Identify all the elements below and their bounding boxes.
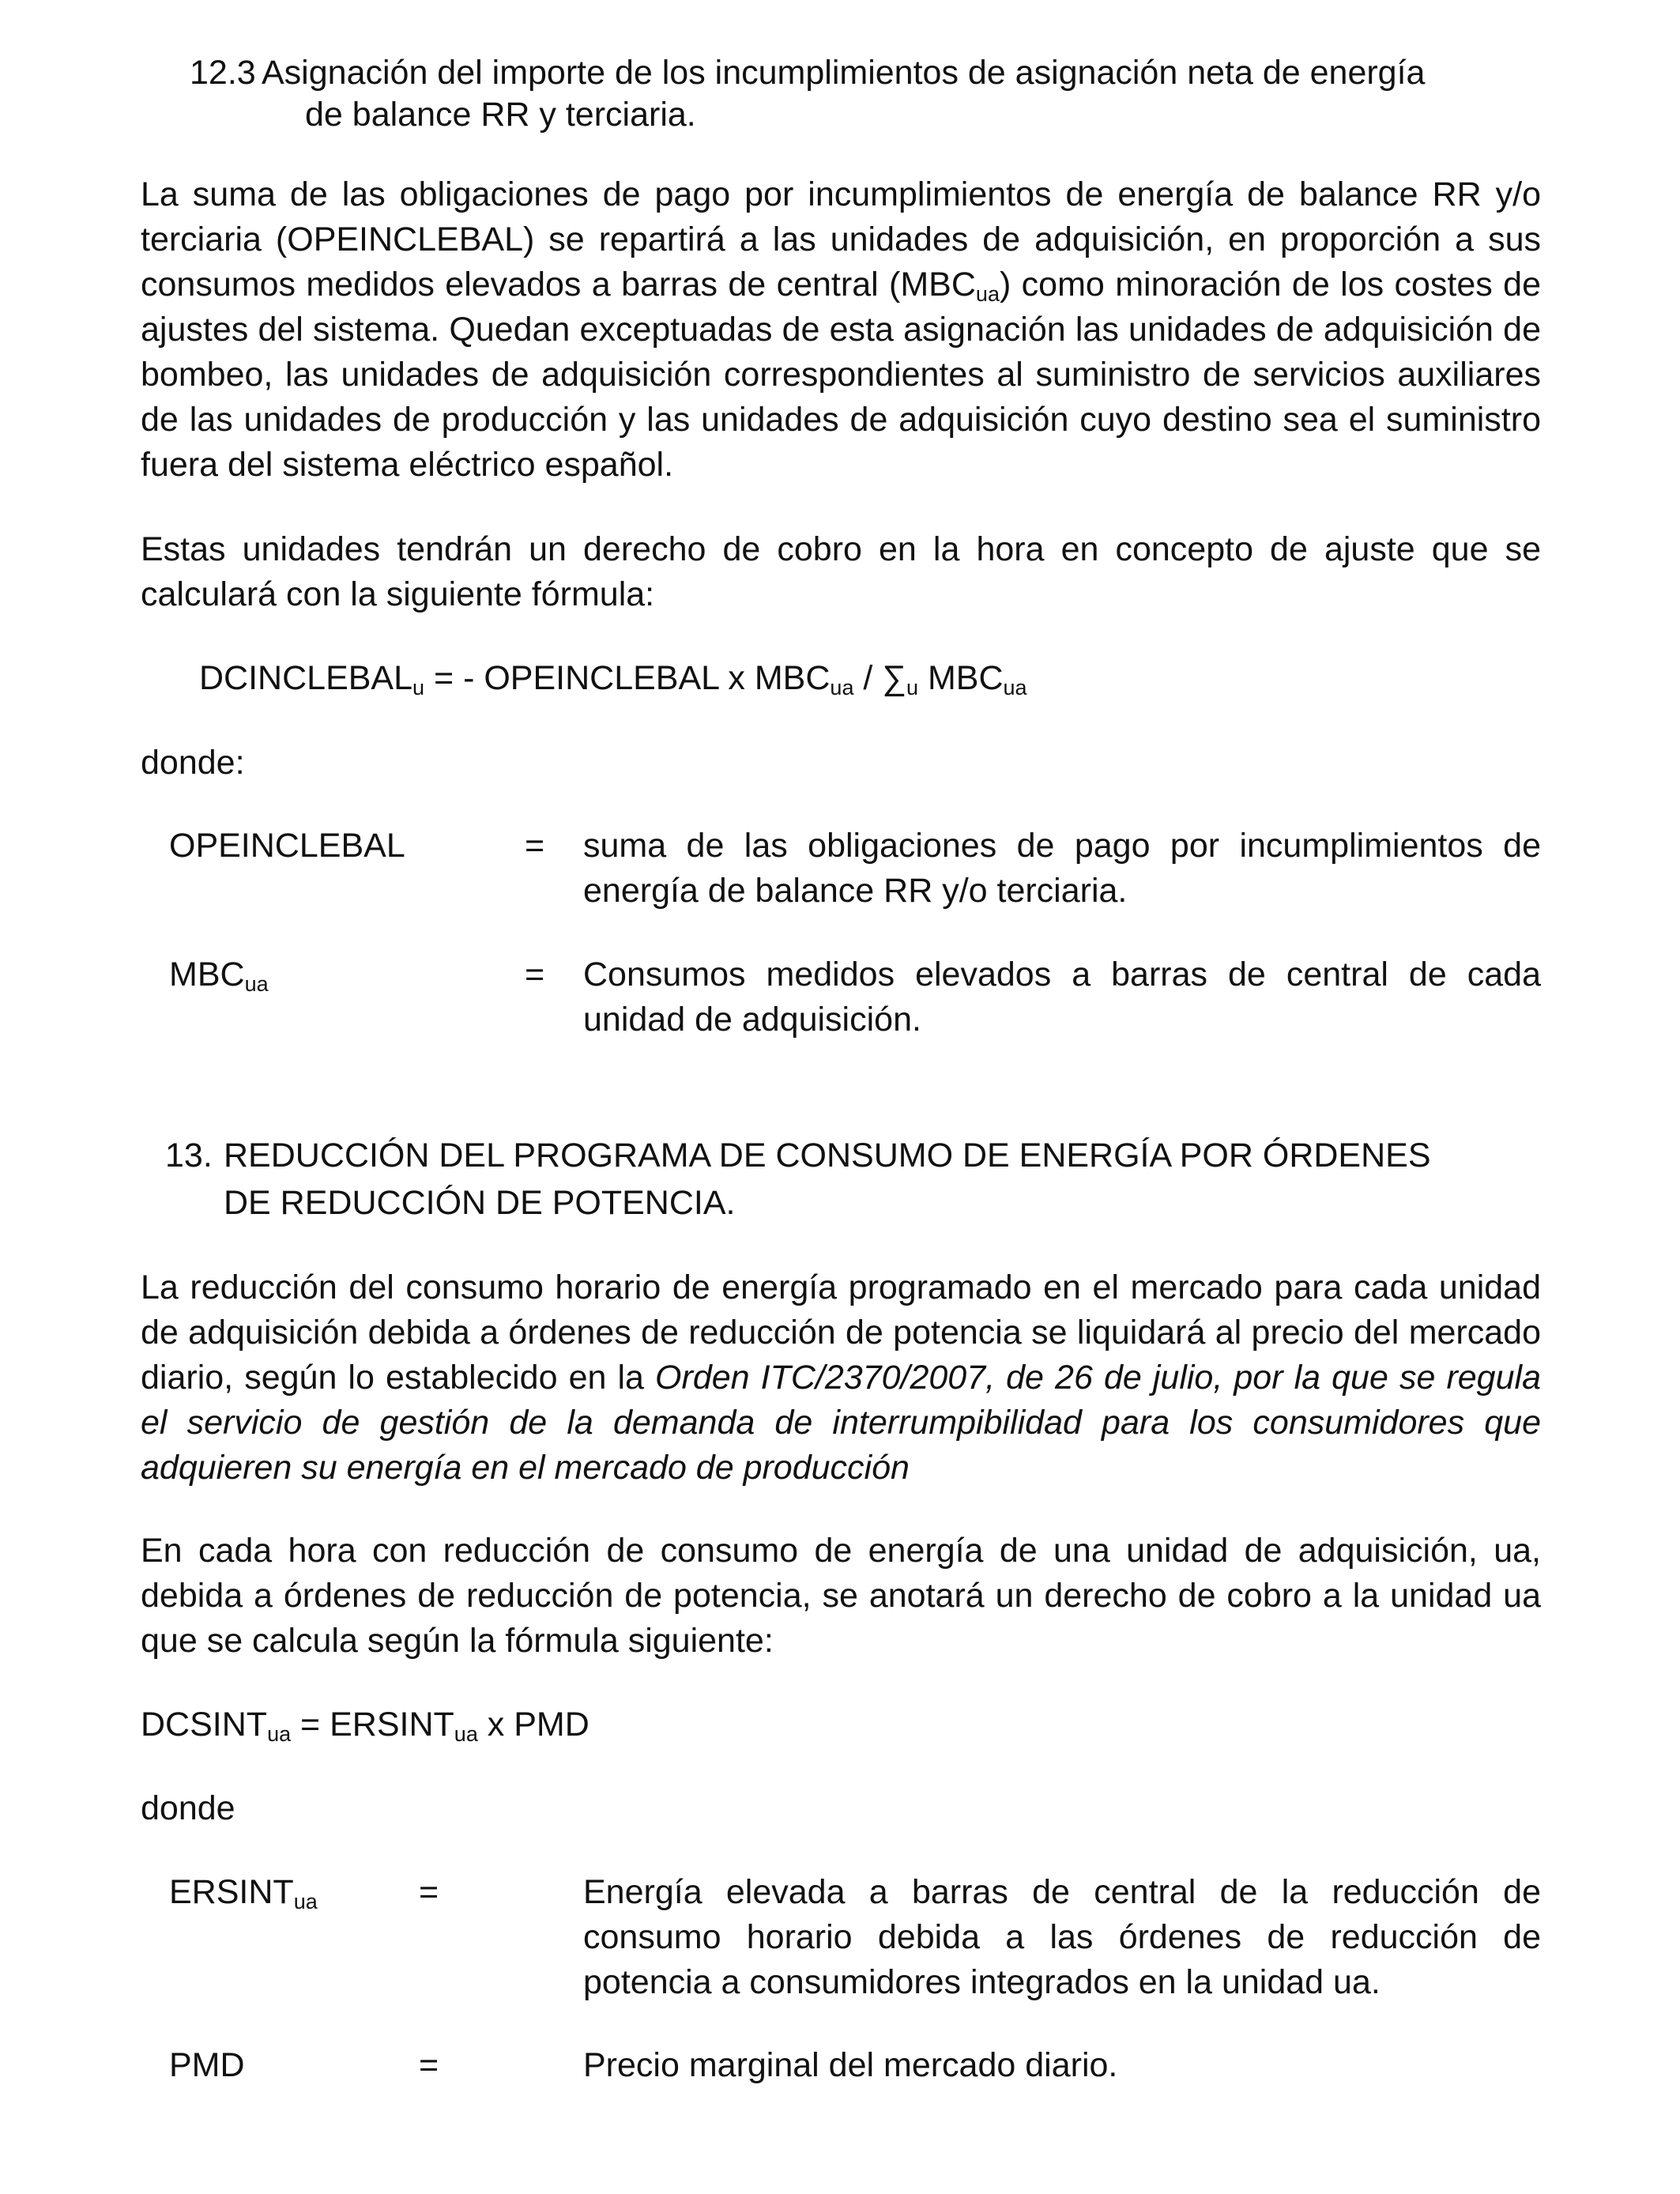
- paragraph-1-part-1: La suma de las obligaciones de pago por incumplimientos de energía de balance RR y/o terciaria (OPEINCLEBAL) se repartirá a las unidades de adquisición, en proporción a sus consumos medidos elevados a barras de central (MBC: [141, 175, 1541, 303]
- paragraph-1-part-2: ) como minoración de los costes de ajustes del sistema. Quedan exceptuadas de esta asignación las unidades de adquisición de bombeo, las unidades de adquisición correspondientes al suministro de servicios auxiliares de las unidades de producción y las unidades de adquisición cuyo destino sea el suministro fuera del sistema eléctrico español.: [141, 266, 1541, 484]
- definition-term-mbc: [169, 952, 269, 997]
- definition-equals: =: [525, 956, 545, 993]
- definition-term-text: MBC: [169, 956, 245, 993]
- section-12-3-paragraph-1: [141, 172, 1541, 488]
- section-13-paragraph-2: En cada hora con reducción de consumo de energía de una unidad de adquisición, ua, debida a órdenes de reducción de potencia, se anotará un derecho de cobro a la unidad ua que se calcula según la fórmula siguiente:: [141, 1532, 1541, 1660]
- formula-divider: / ∑: [853, 659, 906, 697]
- regulation-reference: Orden ITC/2370/2007, de 26 de julio, por la que se regula el servicio de gestión de la demanda de interrumpibilidad para los consumidores que adquieren su energía en el mercado de producción: [141, 1359, 1541, 1487]
- formula-middle-subscript: ua: [830, 676, 854, 699]
- section-13-title-line2: DE REDUCCIÓN DE POTENCIA.: [224, 1184, 736, 1222]
- definition-equals: =: [419, 1873, 439, 1911]
- definition-desc-opeinclebal: suma de las obligaciones de pago por incumplimientos de energía de balance RR y/o terciaria.: [583, 827, 1541, 910]
- section-13-number: 13.: [165, 1137, 213, 1174]
- formula-middle-subscript: ua: [454, 1722, 478, 1746]
- section-12-3-paragraph-2: Estas unidades tendrán un derecho de cobro en la hora en concepto de ajuste que se calculará con la siguiente fórmula:: [141, 530, 1541, 613]
- definition-term-opeinclebal: [169, 824, 405, 869]
- section-12-3-title-line1: Asignación del importe de los incumplimientos de asignación neta de energía: [262, 54, 1426, 92]
- definition-term-pmd: [169, 2043, 245, 2088]
- paragraph-1-subscript: ua: [975, 282, 1000, 306]
- definition-term-text: PMD: [169, 2046, 245, 2084]
- formula-middle: = ERSINT: [291, 1706, 454, 1744]
- donde-label-1: donde:: [141, 744, 245, 782]
- section-12-3-number: 12.3: [190, 54, 256, 92]
- definition-desc-mbc: Consumos medidos elevados a barras de central de cada unidad de adquisición.: [583, 956, 1541, 1039]
- definition-term-ersint: [169, 1870, 318, 1915]
- definition-term-text: ERSINT: [169, 1873, 294, 1911]
- formula-lhs: DCINCLEBAL: [199, 659, 413, 697]
- formula-rhs: MBC: [918, 659, 1004, 697]
- section-12-3-title-line2: de balance RR y terciaria.: [305, 96, 696, 134]
- section-13-title-line1: REDUCCIÓN DEL PROGRAMA DE CONSUMO DE ENERGÍA POR ÓRDENES: [224, 1137, 1431, 1174]
- formula-dcsint: [141, 1702, 590, 1747]
- definition-equals: =: [419, 2046, 439, 2084]
- section-13-paragraph-1: [141, 1265, 1541, 1491]
- formula-lhs-subscript: ua: [267, 1722, 292, 1746]
- formula-sum-subscript: u: [906, 676, 918, 699]
- definition-term-subscript: ua: [293, 1890, 318, 1913]
- definition-term-subscript: ua: [244, 972, 269, 996]
- donde-label-2: donde: [141, 1789, 235, 1827]
- formula-dcinclebal: [199, 656, 1027, 701]
- definition-equals: =: [525, 827, 545, 865]
- formula-lhs-subscript: u: [412, 676, 425, 699]
- formula-rhs-subscript: ua: [1003, 676, 1027, 699]
- formula-lhs: DCSINT: [141, 1706, 268, 1744]
- definition-term-text: OPEINCLEBAL: [169, 827, 405, 865]
- formula-middle: = - OPEINCLEBAL x MBC: [424, 659, 831, 697]
- definition-desc-ersint: Energía elevada a barras de central de la reducción de consumo horario debida a las órdenes de reducción de potencia a consumidores integrados en la unidad ua.: [583, 1873, 1541, 2001]
- formula-rhs: x PMD: [477, 1706, 590, 1744]
- paragraph-normal-text: La reducción del consumo horario de energía programado en el mercado para cada unidad de adquisición debida a órdenes de reducción de potencia se liquidará al precio del mercado diario, según lo establecido en la: [141, 1269, 1541, 1397]
- definition-desc-pmd: Precio marginal del mercado diario.: [583, 2046, 1118, 2084]
